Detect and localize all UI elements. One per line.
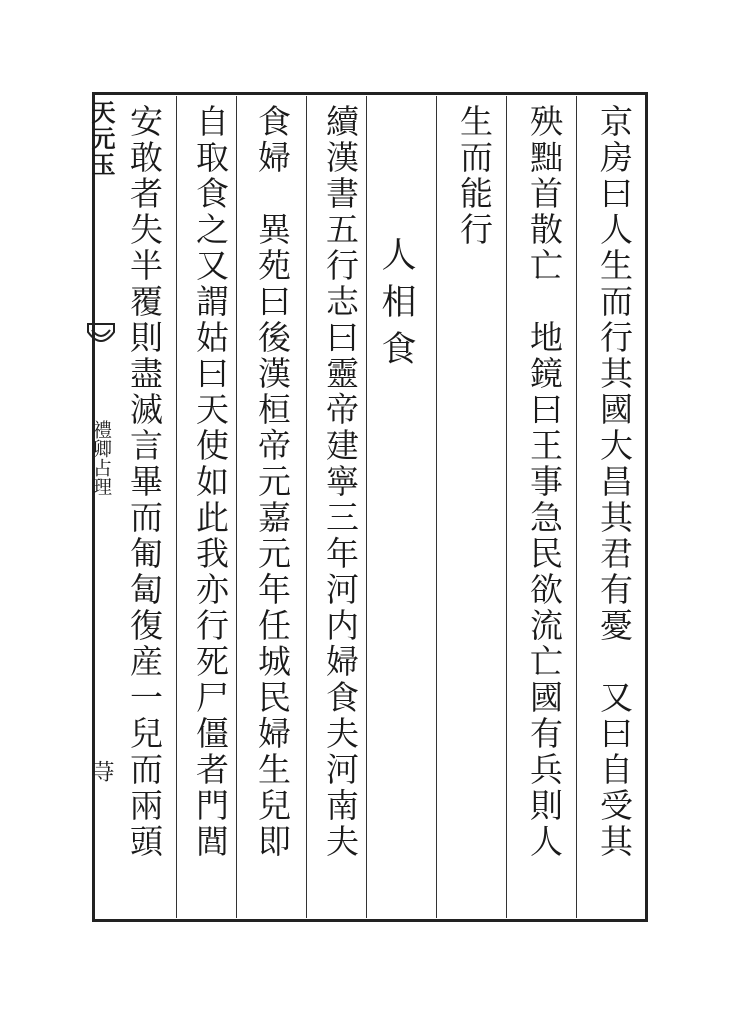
page-number: 䒭 xyxy=(89,760,114,782)
column-rule xyxy=(506,96,507,918)
fish-tail-mark-icon xyxy=(86,320,116,360)
column-rule xyxy=(436,96,437,918)
margin-section-title: 禮卿占理 xyxy=(90,420,112,496)
text-column-2: 殃黜首散亡 地鏡曰王事急民欲流亡國有兵則人 xyxy=(525,104,564,860)
column-rule xyxy=(576,96,577,918)
column-rule xyxy=(176,96,177,918)
text-column-6: 自取食之又謂姑曰天使如此我亦行死尸僵者門閭 xyxy=(191,104,230,860)
section-heading: 人相食 xyxy=(376,236,416,377)
column-rule xyxy=(366,96,367,918)
text-column-1: 京房曰人生而行其國大昌其君有憂 又曰自受其 xyxy=(595,104,634,860)
text-column-4: 續漢書五行志曰靈帝建寧三年河内婦食夫河南夫 xyxy=(321,104,360,860)
column-rule xyxy=(306,96,307,918)
text-column-3: 生而能行 xyxy=(455,104,494,248)
column-rule xyxy=(236,96,237,918)
text-column-5: 食婦 異苑曰後漢桓帝元嘉元年任城民婦生兒即 xyxy=(253,104,292,860)
margin-book-title: 天元玉 xyxy=(87,100,116,178)
text-column-7: 安敢者失半覆則盡滅言畢而匍匐復産一兒而兩頭 xyxy=(125,104,164,860)
